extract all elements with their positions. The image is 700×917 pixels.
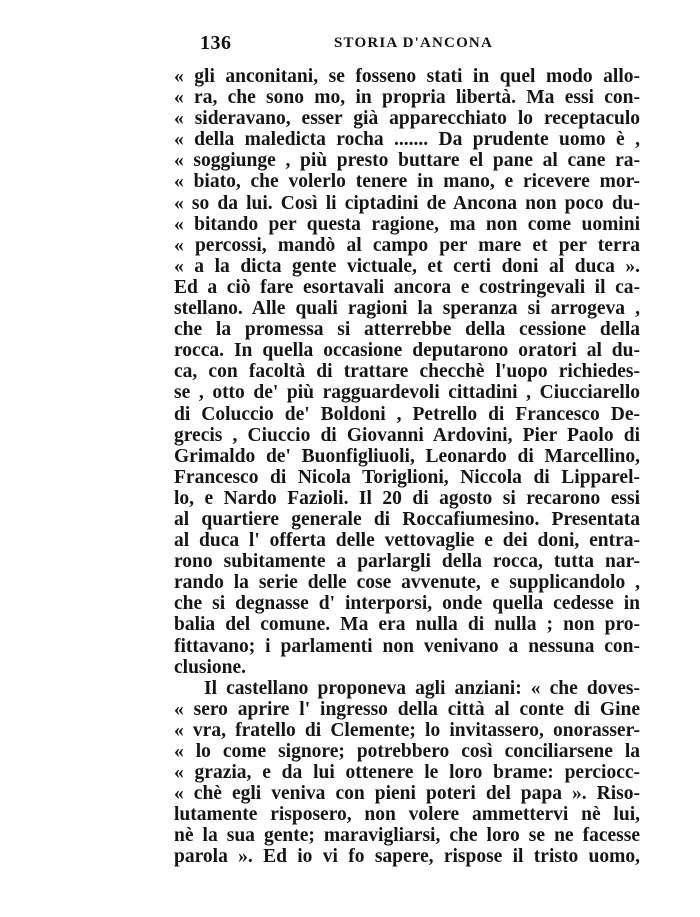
text-line: se , otto de' più ragguardevoli cittadini , Ciucciarello xyxy=(174,382,640,404)
text-line: ca, con facoltà di trattare checchè l'uopo richiedes- xyxy=(174,361,640,383)
text-line: lo, e Nardo Fazioli. Il 20 di agosto si recarono essi xyxy=(174,487,640,509)
text-line: « biato, che volerlo tenere in mano, e ricevere mor- xyxy=(174,171,640,193)
text-line: « grazia, e da lui ottenere le loro brame: perciocc- xyxy=(174,762,640,784)
text-line: nè la sua gente; maravigliarsi, che loro se ne facesse xyxy=(174,825,640,847)
text-line: « vra, fratello di Clemente; lo invitassero, onorasser- xyxy=(174,719,640,741)
text-line: che la promessa si atterrebbe della cessione della xyxy=(174,319,640,341)
text-line: Grimaldo de' Buonfigliuoli, Leonardo di Marcellino, xyxy=(174,445,640,467)
text-line: rocca. In quella occasione deputarono oratori al du- xyxy=(174,340,640,362)
text-line: clusione. xyxy=(174,656,247,678)
text-line: balia del comune. Ma era nulla di nulla ; non pro- xyxy=(174,614,640,636)
text-line: lutamente risposero, non volere ammettervi nè lui, xyxy=(174,804,640,826)
paragraph-first-line: Il castellano proponeva agli anziani: « che doves- xyxy=(204,677,640,699)
text-line: che si degnasse d' interporsi, onde quella cedesse in xyxy=(174,593,640,615)
text-line: « ra, che sono mo, in propria libertà. Ma essi con- xyxy=(174,87,640,109)
text-line: « bitando per questa ragione, ma non come uomini xyxy=(174,213,640,235)
text-line: « sero aprire l' ingresso della città al conte di Gine xyxy=(174,698,640,720)
text-line: Ed a ciò fare esortavali ancora e costringevali il ca- xyxy=(174,276,640,298)
text-line: « della maledicta rocha ....... Da prudente uomo è , xyxy=(174,129,640,151)
text-line: « percossi, mandò al campo per mare et per terra xyxy=(174,234,640,256)
text-line: al quartiere generale di Roccafiumesino. Presentata xyxy=(174,508,640,530)
text-line: rando la serie delle cose avvenute, e supplicandolo , xyxy=(174,572,640,594)
text-line: Francesco di Nicola Toriglioni, Niccola di Lipparel- xyxy=(174,466,640,488)
running-title: STORIA D'ANCONA xyxy=(334,35,493,51)
text-line: al duca l' offerta delle vettovaglie e dei doni, entra- xyxy=(174,530,640,552)
text-line: « gli anconitani, se fosseno stati in quel modo allo- xyxy=(174,66,640,87)
text-line: grecis , Ciuccio di Giovanni Ardovini, Pier Paolo di xyxy=(174,424,640,446)
text-line: « chè egli veniva con pieni poteri del papa ». Riso- xyxy=(174,783,640,805)
text-line: « lo come signore; potrebbero così conciliarsene la xyxy=(174,741,640,762)
text-line: di Coluccio de' Boldoni , Petrello di Francesco De- xyxy=(174,403,640,425)
text-line: « so da lui. Così li ciptadini de Ancona non poco du- xyxy=(174,192,640,214)
page-number: 136 xyxy=(200,32,232,54)
text-line: « soggiunge , più presto buttare el pane al cane ra- xyxy=(174,150,640,172)
text-line: « a la dicta gente victuale, et certi doni al duca ». xyxy=(174,255,640,277)
text-line: « sideravano, esser già apparecchiato lo receptaculo xyxy=(174,108,640,130)
text-line: stellano. Alle quali ragioni la speranza si arrogeva , xyxy=(174,298,640,320)
text-line: rono subitamente a parlargli della rocca, tutta nar- xyxy=(174,551,640,573)
text-line: fittavano; i parlamenti non venivano a nessuna con- xyxy=(174,635,640,657)
page-header xyxy=(168,32,646,56)
body-text xyxy=(174,66,640,868)
text-line: parola ». Ed io vi fo sapere, rispose il tristo uomo, xyxy=(174,846,640,868)
